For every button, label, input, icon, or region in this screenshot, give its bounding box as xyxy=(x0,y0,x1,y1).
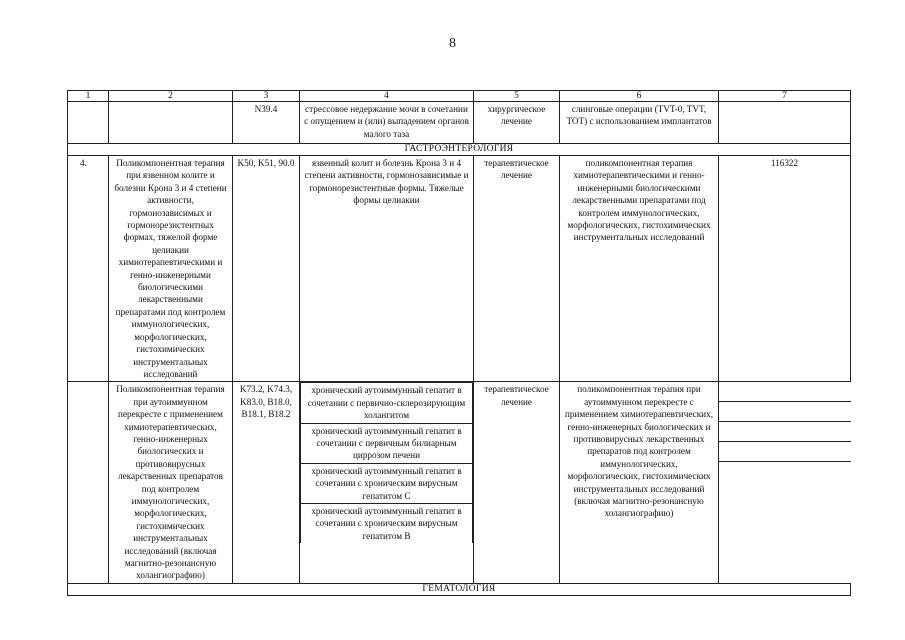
section-header-row xyxy=(68,583,851,595)
cost-subcell xyxy=(719,382,851,402)
column-number-row xyxy=(68,91,851,102)
section-title-gastroenterology: ГАСТРОЭНТЕРОЛОГИЯ xyxy=(68,144,851,156)
medical-care-table xyxy=(67,90,851,596)
cost-cell xyxy=(719,382,851,584)
condition-item: хронический аутоиммунный гепатит в сочетании с первично-склерозирующим холангитом xyxy=(301,383,473,423)
conditions-cell xyxy=(300,382,474,584)
treatment-type-cell: терапевтическое лечение xyxy=(474,156,560,382)
condition-item: хронический аутоиммунный гепатит в сочетании с первичным билиарным циррозом печени xyxy=(301,423,473,463)
table-row-5 xyxy=(68,382,851,584)
column-number: 3 xyxy=(233,91,300,102)
column-number: 5 xyxy=(474,91,560,102)
treatment-name-cell xyxy=(109,102,233,144)
condition-item: хронический аутоиммунный гепатит в сочетании с хроническим вирусным гепатитом B xyxy=(301,503,473,543)
cost-cell xyxy=(719,102,851,144)
method-cell: поликомпонентная терапия при аутоиммунном перекресте с применением химиотерапевтических, генно-инженерных биологических и противовирусных лекарственных препаратов под контролем иммунологических, морфологических, гистохимических инструментальных исследований (включая магнитно-резонансную холангиографию) xyxy=(560,382,719,584)
cost-subcells xyxy=(719,382,851,462)
cost-subcell xyxy=(719,422,851,442)
icd-codes-cell: N39.4 xyxy=(233,102,300,144)
condition-cell: стрессовое недержание мочи в сочетании с опущением и (или) выпадением органов малого таза xyxy=(300,102,474,144)
column-number: 6 xyxy=(560,91,719,102)
cost-subcell xyxy=(719,402,851,422)
row-number-cell xyxy=(68,102,109,144)
section-title-hematology: ГЕМАТОЛОГИЯ xyxy=(68,583,851,595)
cost-cell: 116322 xyxy=(719,156,851,382)
method-cell: поликомпонентная терапия химиотерапевтическими и генно-инженерными биологическими лекарственными препаратами под контролем иммунологических, морфологических, гистохимических инструментальных исследований xyxy=(560,156,719,382)
treatment-name-cell: Поликомпонентная терапия при язвенном колите и болезни Крона 3 и 4 степени активности, гормонозависимых и гормонорезистентных формах, тяжелой форме целиакии химиотерапевтическими и генно-инженерными биологическими лекарственными препаратами под контролем иммунологических, морфологических, гистохимических инструментальных исследований xyxy=(109,156,233,382)
condition-item: хронический аутоиммунный гепатит в сочетании с хроническим вирусным гепатитом C xyxy=(301,463,473,503)
column-number: 1 xyxy=(68,91,109,102)
section-header-row xyxy=(68,144,851,156)
page-number: 8 xyxy=(449,36,456,51)
continued-row xyxy=(68,102,851,144)
column-number: 4 xyxy=(300,91,474,102)
cost-subcell xyxy=(719,442,851,462)
condition-cell: язвенный колит и болезнь Крона 3 и 4 степени активности, гормонозависимые и гормонорезистентные формы. Тяжелые формы целиакии xyxy=(300,156,474,382)
icd-codes-cell: K73.2, K74.3, K83.0, B18.0, B18.1, B18.2 xyxy=(233,382,300,584)
column-number: 2 xyxy=(109,91,233,102)
column-number: 7 xyxy=(719,91,851,102)
table-row-4 xyxy=(68,156,851,382)
row-number-cell: 4. xyxy=(68,156,109,382)
row-number-cell xyxy=(68,382,109,584)
treatment-name-cell: Поликомпонентная терапия при аутоиммунном перекресте с применением химиотерапевтических, генно-инженерных биологических и противовирусных лекарственных препаратов под контролем иммунологических, морфологических, гистохимических инструментальных исследований (включая магнитно-резонансную холангиографию) xyxy=(109,382,233,584)
conditions-subtable xyxy=(300,382,473,543)
treatment-type-cell: терапевтическое лечение xyxy=(474,382,560,584)
treatment-type-cell: хирургическое лечение xyxy=(474,102,560,144)
method-cell: слинговые операции (TVT-0, TVT, TOT) с использованием имплантатов xyxy=(560,102,719,144)
icd-codes-cell: K50, K51, 90.0 xyxy=(233,156,300,382)
